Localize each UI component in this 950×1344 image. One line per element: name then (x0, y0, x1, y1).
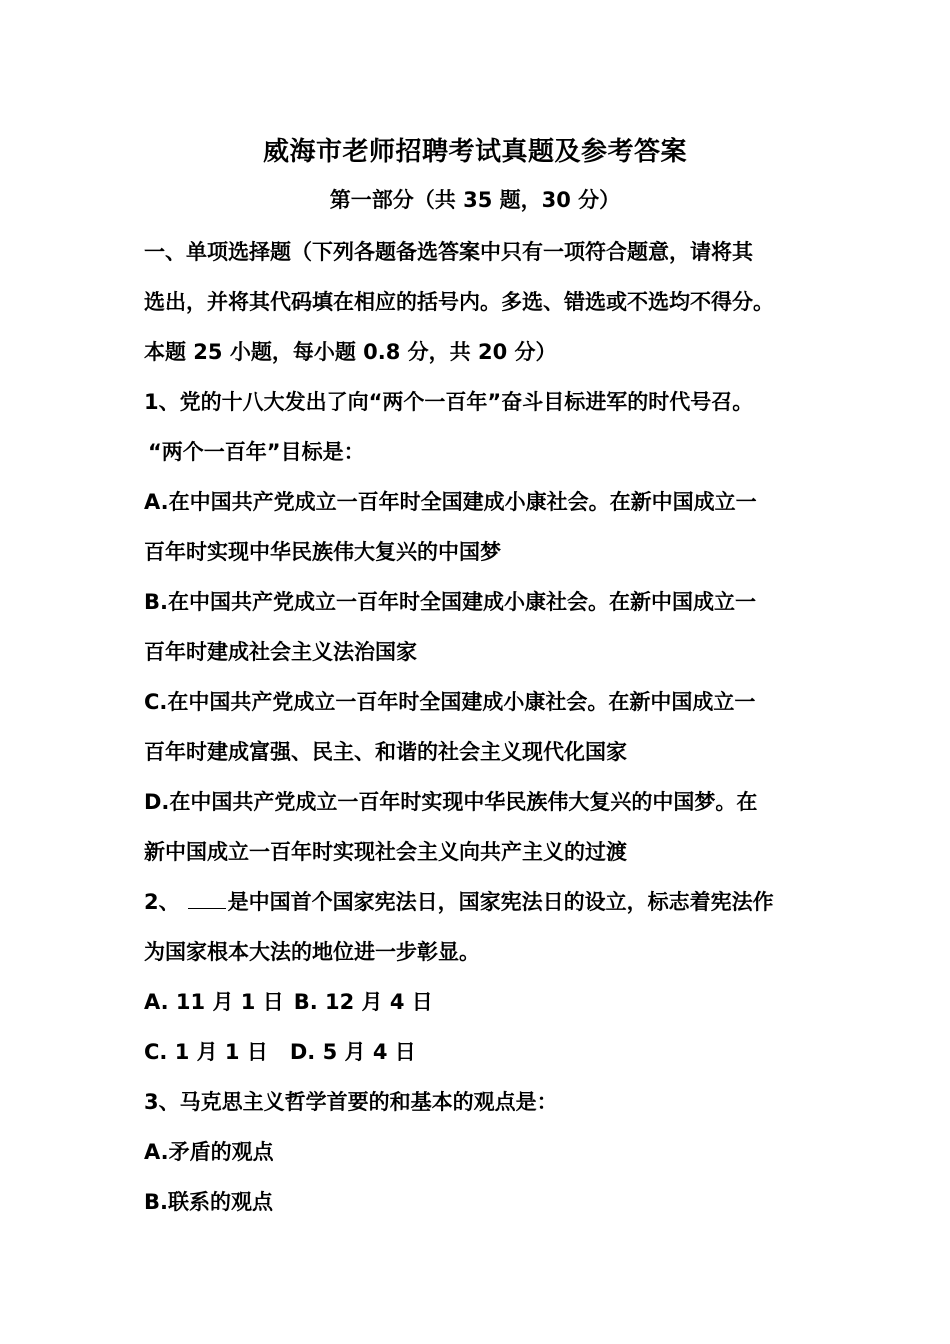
q2-options-row-1 (144, 977, 814, 1027)
q1-stem-line-2: “两个一百年”目标是： (148, 440, 365, 464)
q1-option-b-line-1: B.在中国共产党成立一百年时全国建成小康社会。在新中国成立一 (144, 590, 756, 614)
q3-option-a: A.矛盾的观点 (144, 1140, 274, 1164)
q2-stem-line-1 (144, 877, 814, 927)
q3-option-b: B.联系的观点 (144, 1190, 273, 1214)
q1-option-b-line-2: 百年时建成社会主义法治国家 (144, 640, 417, 664)
part-subtitle: 第一部分（共 35 题，30 分） (329, 188, 621, 212)
q2-stem-line-2: 为国家根本大法的地位进一步彰显。 (144, 940, 480, 964)
q1-option-d-line-2: 新中国成立一百年时实现社会主义向共产主义的过渡 (144, 840, 627, 864)
q2-stem-text: 是中国首个国家宪法日，国家宪法日的设立，标志着宪法作 (227, 890, 774, 914)
q2-option-a: A. 11 月 1 日 (144, 990, 284, 1014)
section-header-line-1: 一、单项选择题（下列各题备选答案中只有一项符合题意，请将其 (144, 240, 753, 264)
q2-options-row-2 (144, 1027, 814, 1077)
q3-stem: 3、马克思主义哲学首要的和基本的观点是： (144, 1090, 558, 1114)
q2-number: 2、 (144, 890, 180, 914)
section-header-line-2: 选出，并将其代码填在相应的括号内。多选、错选或不选均不得分。 (144, 290, 774, 314)
q2-option-d: D. 5 月 4 日 (289, 1040, 416, 1064)
q1-option-c-line-1: C.在中国共产党成立一百年时全国建成小康社会。在新中国成立一 (144, 690, 756, 714)
q1-option-a-line-2: 百年时实现中华民族伟大复兴的中国梦 (144, 540, 501, 564)
answer-blank (188, 890, 226, 909)
q1-option-c-line-2: 百年时建成富强、民主、和谐的社会主义现代化国家 (144, 740, 627, 764)
q2-option-b: B. 12 月 4 日 (293, 990, 433, 1014)
q1-stem-line-1: 1、党的十八大发出了向“两个一百年”奋斗目标进军的时代号召。 (144, 390, 754, 414)
q1-option-a-line-1: A.在中国共产党成立一百年时全国建成小康社会。在新中国成立一 (144, 490, 757, 514)
section-header-line-3: 本题 25 小题，每小题 0.8 分，共 20 分） (144, 340, 557, 364)
document-title: 威海市老师招聘考试真题及参考答案 (262, 137, 687, 167)
document-body (144, 227, 814, 1227)
q1-option-d-line-1: D.在中国共产党成立一百年时实现中华民族伟大复兴的中国梦。在 (144, 790, 758, 814)
q2-option-c: C. 1 月 1 日 (144, 1040, 268, 1064)
